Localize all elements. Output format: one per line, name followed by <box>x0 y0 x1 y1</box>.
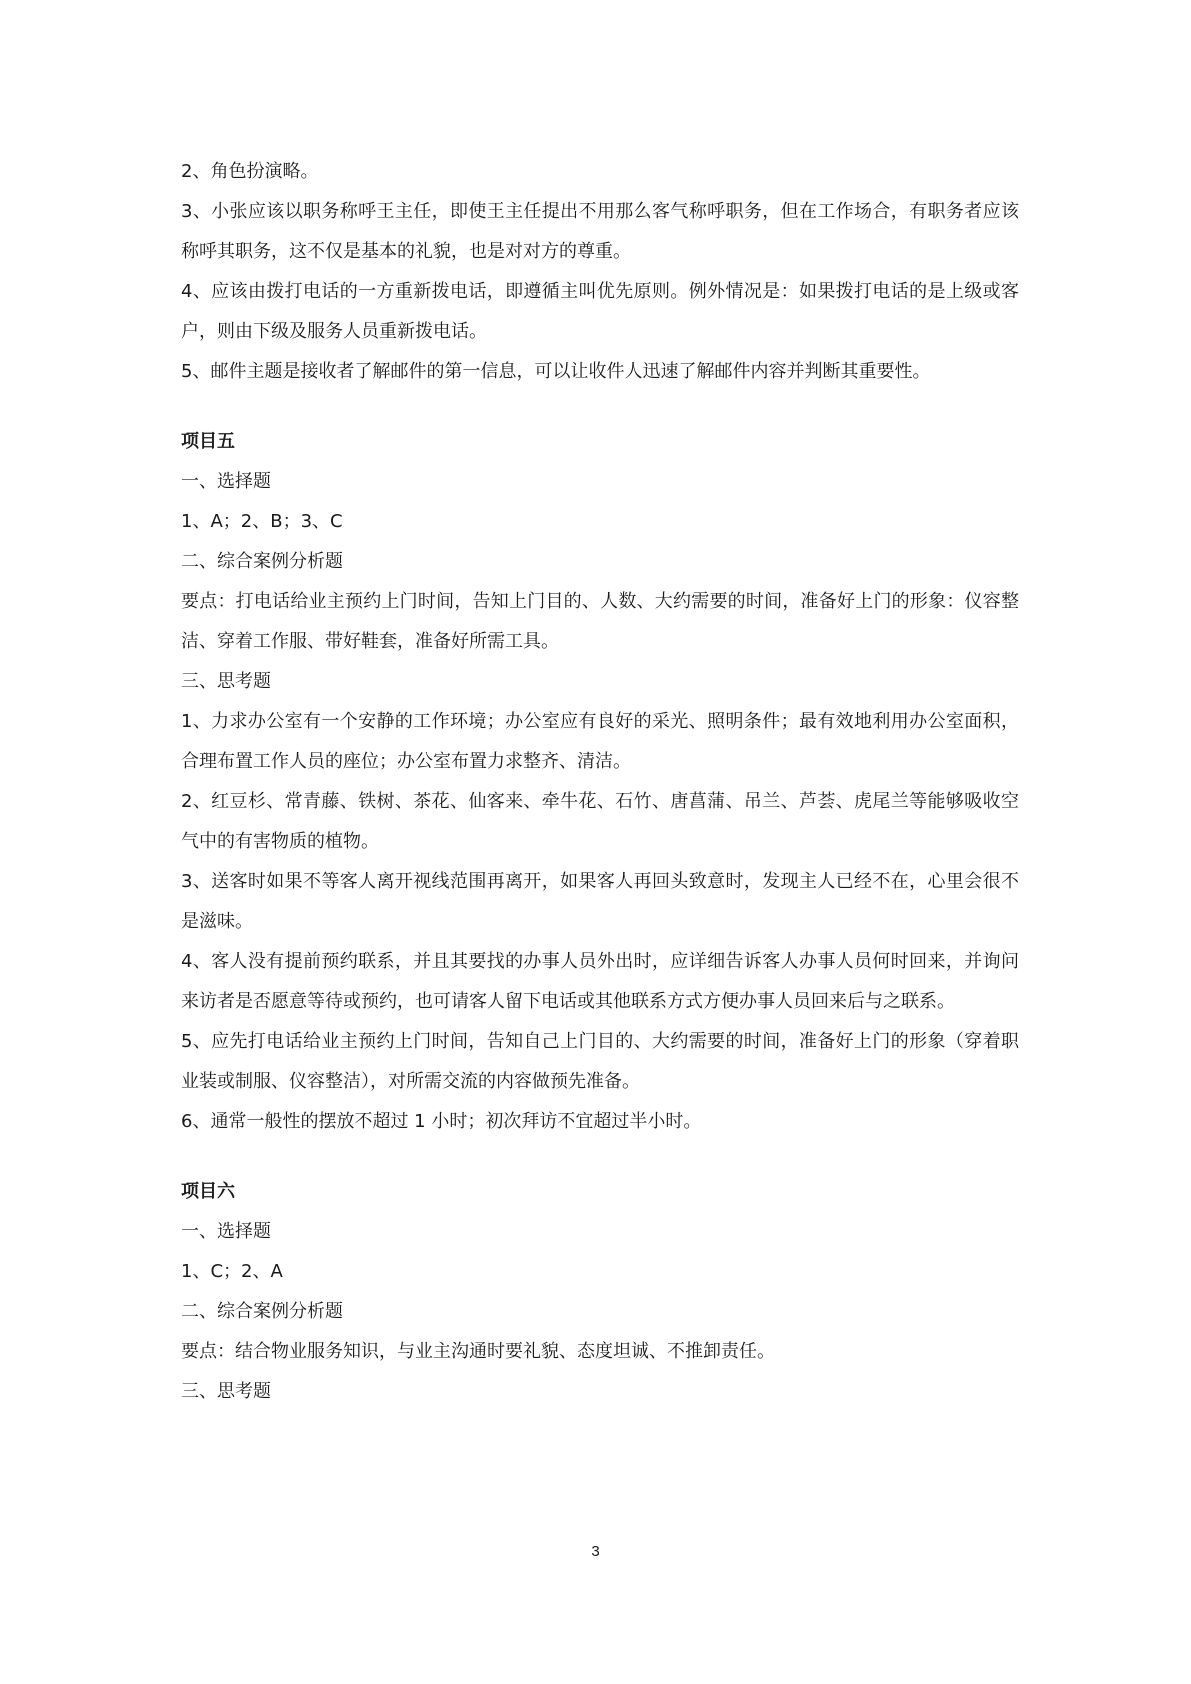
answer-item: 2、红豆杉、常青藤、铁树、茶花、仙客来、牵牛花、石竹、唐菖蒲、吊兰、芦荟、虎尾兰等能够吸收空气中的有害物质的植物。 <box>181 791 1019 852</box>
page-number: 3 <box>591 1543 600 1560</box>
section-title: 二、综合案例分析题 <box>181 551 343 572</box>
answer-item: 3、小张应该以职务称呼王主任，即使王主任提出不用那么客气称呼职务，但在工作场合，有职务者应该称呼其职务，这不仅是基本的礼貌，也是对对方的尊重。 <box>181 201 1019 262</box>
answer-item: 4、客人没有提前预约联系，并且其要找的办事人员外出时，应详细告诉客人办事人员何时回来，并询问来访者是否愿意等待或预约，也可请客人留下电话或其他联系方式方便办事人员回来后与之联系。 <box>181 951 1019 1012</box>
case-analysis-text: 要点：打电话给业主预约上门时间，告知上门目的、人数、大约需要的时间，准备好上门的形象：仪容整洁、穿着工作服、带好鞋套，准备好所需工具。 <box>181 591 1019 652</box>
answer-item: 5、邮件主题是接收者了解邮件的第一信息，可以让收件人迅速了解邮件内容并判断其重要性。 <box>181 361 931 382</box>
answer-item: 4、应该由拨打电话的一方重新拨电话，即遵循主叫优先原则。例外情况是：如果拨打电话的是上级或客户，则由下级及服务人员重新拨电话。 <box>181 281 1019 342</box>
case-analysis-text: 要点：结合物业服务知识，与业主沟通时要礼貌、态度坦诚、不推卸责任。 <box>181 1341 775 1362</box>
section-title: 一、选择题 <box>181 1221 271 1242</box>
answer-item: 3、送客时如果不等客人离开视线范围再离开，如果客人再回头致意时，发现主人已经不在，心里会很不是滋味。 <box>181 871 1019 932</box>
section-title: 三、思考题 <box>181 671 271 692</box>
project-six-heading: 项目六 <box>181 1181 235 1202</box>
section-title: 一、选择题 <box>181 471 271 492</box>
section-gap <box>181 1142 1019 1172</box>
choice-answers: 1、A；2、B；3、C <box>181 511 343 532</box>
section-title: 二、综合案例分析题 <box>181 1301 343 1322</box>
answer-item: 6、通常一般性的摆放不超过 1 小时；初次拜访不宜超过半小时。 <box>181 1111 702 1132</box>
document-body <box>181 152 1019 1412</box>
section-title: 三、思考题 <box>181 1381 271 1402</box>
answer-item: 1、力求办公室有一个安静的工作环境；办公室应有良好的采光、照明条件；最有效地利用办公室面积，合理布置工作人员的座位；办公室布置力求整齐、清洁。 <box>181 711 1019 772</box>
choice-answers: 1、C；2、A <box>181 1261 283 1282</box>
answer-item: 5、应先打电话给业主预约上门时间，告知自己上门目的、大约需要的时间，准备好上门的形象（穿着职业装或制服、仪容整洁），对所需交流的内容做预先准备。 <box>181 1031 1019 1092</box>
section-gap <box>181 392 1019 422</box>
project-five-heading: 项目五 <box>181 431 235 452</box>
answer-item: 2、角色扮演略。 <box>181 161 319 182</box>
